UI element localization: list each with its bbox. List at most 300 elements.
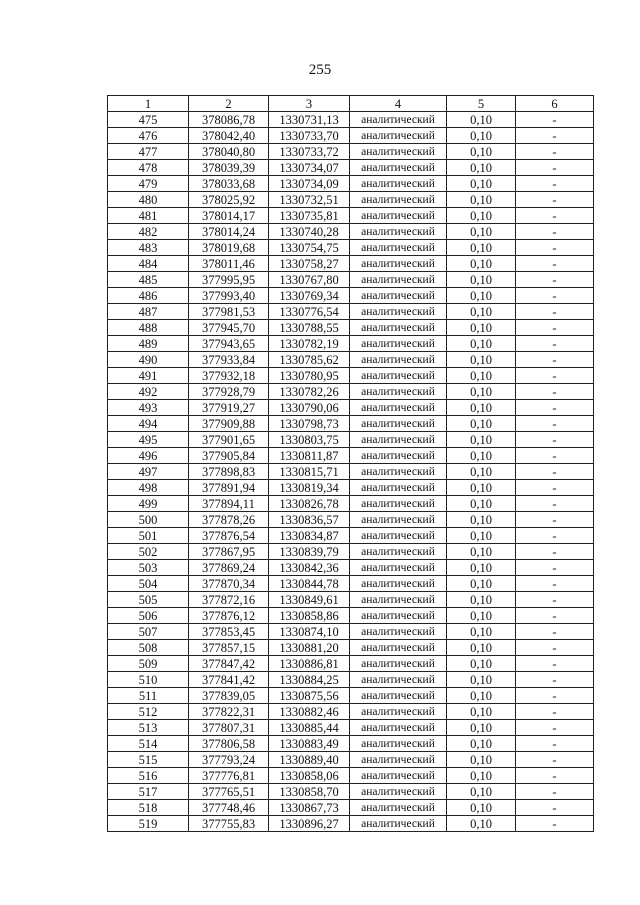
error-cell: 0,10	[447, 240, 516, 256]
error-cell: 0,10	[447, 256, 516, 272]
point-number-cell: 502	[108, 544, 189, 560]
error-cell: 0,10	[447, 672, 516, 688]
error-cell: 0,10	[447, 320, 516, 336]
x-coordinate-cell: 377822,31	[189, 704, 269, 720]
point-number-cell: 515	[108, 752, 189, 768]
method-cell: аналитический	[350, 336, 447, 352]
error-cell: 0,10	[447, 432, 516, 448]
note-cell: -	[516, 720, 594, 736]
method-cell: аналитический	[350, 416, 447, 432]
y-coordinate-cell: 1330867,73	[269, 800, 350, 816]
error-cell: 0,10	[447, 816, 516, 832]
x-coordinate-cell: 377807,31	[189, 720, 269, 736]
error-cell: 0,10	[447, 608, 516, 624]
table-row	[108, 400, 594, 416]
error-cell: 0,10	[447, 496, 516, 512]
note-cell: -	[516, 128, 594, 144]
method-cell: аналитический	[350, 160, 447, 176]
table-row	[108, 256, 594, 272]
point-number-cell: 492	[108, 384, 189, 400]
table-row	[108, 224, 594, 240]
method-cell: аналитический	[350, 576, 447, 592]
y-coordinate-cell: 1330734,07	[269, 160, 350, 176]
note-cell: -	[516, 784, 594, 800]
note-cell: -	[516, 432, 594, 448]
error-cell: 0,10	[447, 800, 516, 816]
method-cell: аналитический	[350, 368, 447, 384]
column-header-6: 6	[516, 96, 594, 112]
method-cell: аналитический	[350, 560, 447, 576]
method-cell: аналитический	[350, 400, 447, 416]
x-coordinate-cell: 377932,18	[189, 368, 269, 384]
table-row	[108, 784, 594, 800]
y-coordinate-cell: 1330839,79	[269, 544, 350, 560]
x-coordinate-cell: 377928,79	[189, 384, 269, 400]
point-number-cell: 518	[108, 800, 189, 816]
y-coordinate-cell: 1330896,27	[269, 816, 350, 832]
y-coordinate-cell: 1330842,36	[269, 560, 350, 576]
x-coordinate-cell: 377869,24	[189, 560, 269, 576]
x-coordinate-cell: 378011,46	[189, 256, 269, 272]
error-cell: 0,10	[447, 736, 516, 752]
method-cell: аналитический	[350, 512, 447, 528]
table-row	[108, 624, 594, 640]
method-cell: аналитический	[350, 592, 447, 608]
note-cell: -	[516, 768, 594, 784]
table-row	[108, 304, 594, 320]
error-cell: 0,10	[447, 160, 516, 176]
y-coordinate-cell: 1330803,75	[269, 432, 350, 448]
table-row	[108, 480, 594, 496]
x-coordinate-cell: 378039,39	[189, 160, 269, 176]
y-coordinate-cell: 1330782,19	[269, 336, 350, 352]
point-number-cell: 505	[108, 592, 189, 608]
error-cell: 0,10	[447, 640, 516, 656]
method-cell: аналитический	[350, 672, 447, 688]
note-cell: -	[516, 800, 594, 816]
x-coordinate-cell: 377748,46	[189, 800, 269, 816]
x-coordinate-cell: 377993,40	[189, 288, 269, 304]
point-number-cell: 510	[108, 672, 189, 688]
table-row	[108, 448, 594, 464]
y-coordinate-cell: 1330769,34	[269, 288, 350, 304]
point-number-cell: 504	[108, 576, 189, 592]
note-cell: -	[516, 528, 594, 544]
y-coordinate-cell: 1330844,78	[269, 576, 350, 592]
method-cell: аналитический	[350, 352, 447, 368]
column-header-1: 1	[108, 96, 189, 112]
y-coordinate-cell: 1330815,71	[269, 464, 350, 480]
note-cell: -	[516, 752, 594, 768]
note-cell: -	[516, 448, 594, 464]
x-coordinate-cell: 377867,95	[189, 544, 269, 560]
error-cell: 0,10	[447, 624, 516, 640]
x-coordinate-cell: 377870,34	[189, 576, 269, 592]
table-row	[108, 208, 594, 224]
point-number-cell: 491	[108, 368, 189, 384]
method-cell: аналитический	[350, 656, 447, 672]
error-cell: 0,10	[447, 512, 516, 528]
point-number-cell: 493	[108, 400, 189, 416]
method-cell: аналитический	[350, 128, 447, 144]
note-cell: -	[516, 480, 594, 496]
table-row	[108, 176, 594, 192]
x-coordinate-cell: 378019,68	[189, 240, 269, 256]
method-cell: аналитический	[350, 304, 447, 320]
method-cell: аналитический	[350, 608, 447, 624]
error-cell: 0,10	[447, 352, 516, 368]
note-cell: -	[516, 512, 594, 528]
method-cell: аналитический	[350, 688, 447, 704]
error-cell: 0,10	[447, 400, 516, 416]
table-row	[108, 240, 594, 256]
table-row	[108, 320, 594, 336]
y-coordinate-cell: 1330798,73	[269, 416, 350, 432]
error-cell: 0,10	[447, 464, 516, 480]
point-number-cell: 487	[108, 304, 189, 320]
table-row	[108, 112, 594, 128]
error-cell: 0,10	[447, 224, 516, 240]
column-header-4: 4	[350, 96, 447, 112]
error-cell: 0,10	[447, 112, 516, 128]
error-cell: 0,10	[447, 416, 516, 432]
point-number-cell: 519	[108, 816, 189, 832]
point-number-cell: 495	[108, 432, 189, 448]
note-cell: -	[516, 640, 594, 656]
error-cell: 0,10	[447, 128, 516, 144]
y-coordinate-cell: 1330885,44	[269, 720, 350, 736]
y-coordinate-cell: 1330782,26	[269, 384, 350, 400]
point-number-cell: 478	[108, 160, 189, 176]
y-coordinate-cell: 1330740,28	[269, 224, 350, 240]
error-cell: 0,10	[447, 528, 516, 544]
x-coordinate-cell: 377945,70	[189, 320, 269, 336]
point-number-cell: 498	[108, 480, 189, 496]
point-number-cell: 475	[108, 112, 189, 128]
note-cell: -	[516, 496, 594, 512]
method-cell: аналитический	[350, 208, 447, 224]
note-cell: -	[516, 560, 594, 576]
table-row	[108, 336, 594, 352]
method-cell: аналитический	[350, 224, 447, 240]
x-coordinate-cell: 377898,83	[189, 464, 269, 480]
method-cell: аналитический	[350, 288, 447, 304]
method-cell: аналитический	[350, 112, 447, 128]
point-number-cell: 508	[108, 640, 189, 656]
point-number-cell: 517	[108, 784, 189, 800]
method-cell: аналитический	[350, 816, 447, 832]
point-number-cell: 499	[108, 496, 189, 512]
table-row	[108, 528, 594, 544]
method-cell: аналитический	[350, 320, 447, 336]
table-row	[108, 464, 594, 480]
y-coordinate-cell: 1330858,86	[269, 608, 350, 624]
error-cell: 0,10	[447, 336, 516, 352]
point-number-cell: 516	[108, 768, 189, 784]
method-cell: аналитический	[350, 192, 447, 208]
note-cell: -	[516, 464, 594, 480]
note-cell: -	[516, 352, 594, 368]
page-number: 255	[308, 62, 332, 78]
x-coordinate-cell: 378025,92	[189, 192, 269, 208]
note-cell: -	[516, 576, 594, 592]
method-cell: аналитический	[350, 768, 447, 784]
method-cell: аналитический	[350, 144, 447, 160]
x-coordinate-cell: 377765,51	[189, 784, 269, 800]
method-cell: аналитический	[350, 272, 447, 288]
x-coordinate-cell: 378042,40	[189, 128, 269, 144]
note-cell: -	[516, 624, 594, 640]
note-cell: -	[516, 368, 594, 384]
point-number-cell: 480	[108, 192, 189, 208]
y-coordinate-cell: 1330889,40	[269, 752, 350, 768]
method-cell: аналитический	[350, 240, 447, 256]
x-coordinate-cell: 377981,53	[189, 304, 269, 320]
method-cell: аналитический	[350, 432, 447, 448]
note-cell: -	[516, 208, 594, 224]
point-number-cell: 486	[108, 288, 189, 304]
note-cell: -	[516, 688, 594, 704]
x-coordinate-cell: 377891,94	[189, 480, 269, 496]
note-cell: -	[516, 656, 594, 672]
point-number-cell: 489	[108, 336, 189, 352]
note-cell: -	[516, 736, 594, 752]
x-coordinate-cell: 377894,11	[189, 496, 269, 512]
x-coordinate-cell: 377905,84	[189, 448, 269, 464]
table-row	[108, 640, 594, 656]
method-cell: аналитический	[350, 784, 447, 800]
table-row	[108, 496, 594, 512]
y-coordinate-cell: 1330731,13	[269, 112, 350, 128]
table-row	[108, 432, 594, 448]
table-row	[108, 816, 594, 832]
error-cell: 0,10	[447, 304, 516, 320]
table-header-row	[108, 96, 594, 112]
method-cell: аналитический	[350, 752, 447, 768]
point-number-cell: 497	[108, 464, 189, 480]
x-coordinate-cell: 377806,58	[189, 736, 269, 752]
point-number-cell: 485	[108, 272, 189, 288]
point-number-cell: 503	[108, 560, 189, 576]
x-coordinate-cell: 377793,24	[189, 752, 269, 768]
table-row	[108, 720, 594, 736]
y-coordinate-cell: 1330734,09	[269, 176, 350, 192]
y-coordinate-cell: 1330788,55	[269, 320, 350, 336]
method-cell: аналитический	[350, 544, 447, 560]
method-cell: аналитический	[350, 704, 447, 720]
note-cell: -	[516, 192, 594, 208]
point-number-cell: 494	[108, 416, 189, 432]
error-cell: 0,10	[447, 144, 516, 160]
y-coordinate-cell: 1330834,87	[269, 528, 350, 544]
error-cell: 0,10	[447, 480, 516, 496]
table-row	[108, 800, 594, 816]
x-coordinate-cell: 378033,68	[189, 176, 269, 192]
x-coordinate-cell: 377901,65	[189, 432, 269, 448]
point-number-cell: 509	[108, 656, 189, 672]
y-coordinate-cell: 1330790,06	[269, 400, 350, 416]
error-cell: 0,10	[447, 208, 516, 224]
x-coordinate-cell: 378014,17	[189, 208, 269, 224]
note-cell: -	[516, 608, 594, 624]
note-cell: -	[516, 112, 594, 128]
note-cell: -	[516, 592, 594, 608]
table-row	[108, 576, 594, 592]
note-cell: -	[516, 544, 594, 560]
y-coordinate-cell: 1330858,06	[269, 768, 350, 784]
error-cell: 0,10	[447, 384, 516, 400]
error-cell: 0,10	[447, 704, 516, 720]
error-cell: 0,10	[447, 368, 516, 384]
y-coordinate-cell: 1330767,80	[269, 272, 350, 288]
note-cell: -	[516, 384, 594, 400]
y-coordinate-cell: 1330849,61	[269, 592, 350, 608]
point-number-cell: 506	[108, 608, 189, 624]
error-cell: 0,10	[447, 192, 516, 208]
point-number-cell: 496	[108, 448, 189, 464]
point-number-cell: 484	[108, 256, 189, 272]
table-row	[108, 512, 594, 528]
note-cell: -	[516, 400, 594, 416]
x-coordinate-cell: 377755,83	[189, 816, 269, 832]
method-cell: аналитический	[350, 800, 447, 816]
method-cell: аналитический	[350, 624, 447, 640]
table-row	[108, 192, 594, 208]
error-cell: 0,10	[447, 784, 516, 800]
x-coordinate-cell: 378014,24	[189, 224, 269, 240]
y-coordinate-cell: 1330776,54	[269, 304, 350, 320]
x-coordinate-cell: 377876,12	[189, 608, 269, 624]
method-cell: аналитический	[350, 448, 447, 464]
method-cell: аналитический	[350, 464, 447, 480]
x-coordinate-cell: 377776,81	[189, 768, 269, 784]
point-number-cell: 482	[108, 224, 189, 240]
point-number-cell: 511	[108, 688, 189, 704]
table-row	[108, 272, 594, 288]
x-coordinate-cell: 377995,95	[189, 272, 269, 288]
y-coordinate-cell: 1330881,20	[269, 640, 350, 656]
point-number-cell: 514	[108, 736, 189, 752]
y-coordinate-cell: 1330733,70	[269, 128, 350, 144]
error-cell: 0,10	[447, 656, 516, 672]
error-cell: 0,10	[447, 720, 516, 736]
y-coordinate-cell: 1330735,81	[269, 208, 350, 224]
y-coordinate-cell: 1330754,75	[269, 240, 350, 256]
point-number-cell: 512	[108, 704, 189, 720]
point-number-cell: 483	[108, 240, 189, 256]
x-coordinate-cell: 377933,84	[189, 352, 269, 368]
point-number-cell: 490	[108, 352, 189, 368]
point-number-cell: 507	[108, 624, 189, 640]
note-cell: -	[516, 320, 594, 336]
point-number-cell: 481	[108, 208, 189, 224]
table-row	[108, 592, 594, 608]
note-cell: -	[516, 304, 594, 320]
table-row	[108, 672, 594, 688]
error-cell: 0,10	[447, 688, 516, 704]
note-cell: -	[516, 176, 594, 192]
point-number-cell: 476	[108, 128, 189, 144]
table-row	[108, 560, 594, 576]
table-body	[108, 112, 594, 832]
y-coordinate-cell: 1330819,34	[269, 480, 350, 496]
x-coordinate-cell: 377839,05	[189, 688, 269, 704]
note-cell: -	[516, 160, 594, 176]
table-row	[108, 160, 594, 176]
method-cell: аналитический	[350, 640, 447, 656]
note-cell: -	[516, 240, 594, 256]
table-row	[108, 704, 594, 720]
table-row	[108, 768, 594, 784]
error-cell: 0,10	[447, 752, 516, 768]
point-number-cell: 488	[108, 320, 189, 336]
column-header-2: 2	[189, 96, 269, 112]
table-row	[108, 368, 594, 384]
error-cell: 0,10	[447, 288, 516, 304]
table-row	[108, 144, 594, 160]
x-coordinate-cell: 377857,15	[189, 640, 269, 656]
y-coordinate-cell: 1330884,25	[269, 672, 350, 688]
x-coordinate-cell: 377872,16	[189, 592, 269, 608]
y-coordinate-cell: 1330836,57	[269, 512, 350, 528]
table-row	[108, 608, 594, 624]
method-cell: аналитический	[350, 176, 447, 192]
y-coordinate-cell: 1330758,27	[269, 256, 350, 272]
note-cell: -	[516, 288, 594, 304]
x-coordinate-cell: 377847,42	[189, 656, 269, 672]
point-number-cell: 513	[108, 720, 189, 736]
column-header-3: 3	[269, 96, 350, 112]
table-row	[108, 288, 594, 304]
error-cell: 0,10	[447, 768, 516, 784]
note-cell: -	[516, 704, 594, 720]
method-cell: аналитический	[350, 480, 447, 496]
point-number-cell: 501	[108, 528, 189, 544]
note-cell: -	[516, 672, 594, 688]
note-cell: -	[516, 144, 594, 160]
note-cell: -	[516, 816, 594, 832]
note-cell: -	[516, 256, 594, 272]
table-row	[108, 688, 594, 704]
y-coordinate-cell: 1330875,56	[269, 688, 350, 704]
error-cell: 0,10	[447, 272, 516, 288]
table-row	[108, 736, 594, 752]
y-coordinate-cell: 1330733,72	[269, 144, 350, 160]
table-row	[108, 416, 594, 432]
note-cell: -	[516, 224, 594, 240]
x-coordinate-cell: 377943,65	[189, 336, 269, 352]
x-coordinate-cell: 377919,27	[189, 400, 269, 416]
y-coordinate-cell: 1330874,10	[269, 624, 350, 640]
method-cell: аналитический	[350, 496, 447, 512]
x-coordinate-cell: 377853,45	[189, 624, 269, 640]
y-coordinate-cell: 1330785,62	[269, 352, 350, 368]
point-number-cell: 479	[108, 176, 189, 192]
table-row	[108, 656, 594, 672]
method-cell: аналитический	[350, 528, 447, 544]
column-header-5: 5	[447, 96, 516, 112]
method-cell: аналитический	[350, 384, 447, 400]
y-coordinate-cell: 1330882,46	[269, 704, 350, 720]
error-cell: 0,10	[447, 448, 516, 464]
error-cell: 0,10	[447, 560, 516, 576]
table-row	[108, 128, 594, 144]
method-cell: аналитический	[350, 720, 447, 736]
y-coordinate-cell: 1330811,87	[269, 448, 350, 464]
y-coordinate-cell: 1330858,70	[269, 784, 350, 800]
coordinates-table	[107, 95, 594, 832]
table-row	[108, 544, 594, 560]
